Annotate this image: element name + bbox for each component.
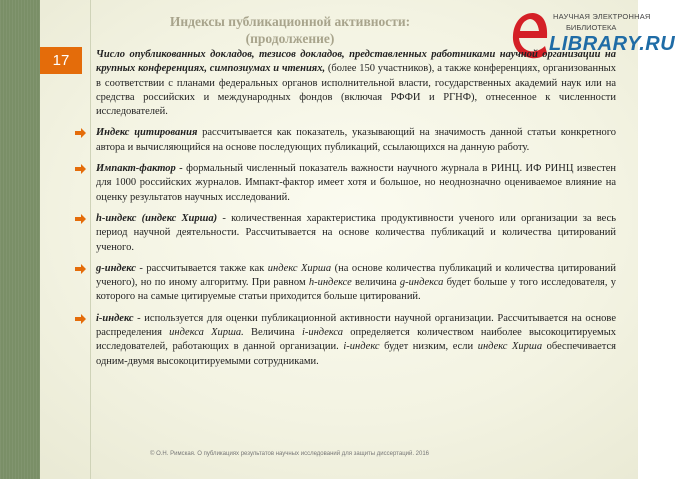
para-text: величина — [351, 277, 400, 289]
para-text: (более 150 участников), а также конференциях, организованных в соответствии с планами федеральных органов исполнительной власти, государственных академий наук или на средства российских и международных фондов (включая РФФИ и РГНФ), отнесенное к численности исследователей. — [96, 63, 616, 118]
arrow-bullet-icon — [75, 264, 86, 274]
logo-line-2: БИБЛИОТЕКА — [566, 23, 617, 32]
arrow-bullet-icon — [75, 314, 86, 324]
para-text: Величина — [243, 327, 302, 339]
para-term: h-индекс (индекс Хирша) — [96, 212, 218, 224]
para-term: i-индекс — [96, 312, 134, 324]
para-text: будет низким, если — [379, 341, 478, 353]
logo-main-text: LIBRARY.RU — [549, 33, 675, 55]
left-stripe — [0, 0, 40, 479]
para-italic: индекс Хирша — [477, 341, 543, 353]
paragraph-conferences — [96, 48, 616, 119]
paragraph-impact-factor — [96, 162, 616, 205]
para-italic: g-индекса — [399, 277, 444, 289]
slide-title — [140, 13, 440, 47]
title-line-1: Индексы публикационной активности: — [169, 14, 411, 29]
para-italic: i-индекса — [301, 327, 344, 339]
para-text: - рассчитывается также как — [135, 262, 268, 274]
para-text: будет больше у того исследователя, у которого на самые цитируемые статьи приходится больше цитирований. — [96, 277, 616, 303]
page-number: 17 — [40, 47, 82, 74]
arrow-bullet-icon — [75, 164, 86, 174]
para-text: - используется для оценки публикационной активности научной организации. Рассчитывается на основе распределения — [96, 312, 616, 339]
para-italic: h-индексе — [308, 277, 352, 289]
divider-line — [90, 0, 91, 479]
footer-copyright: © О.Н. Римская. О публикациях результатов научных исследований для защиты диссертаций. 2016 — [150, 451, 430, 457]
para-term: Индекс цитирования — [96, 127, 198, 139]
para-text: - количественная характеристика продуктивности ученого или организации за весь период научной деятельности. Рассчитывается на основе количества публикаций и количества цитирований ученого. — [96, 212, 616, 253]
para-text: определяется количеством наиболее высокоцитируемых исследователей, работающих в данной организации. — [96, 327, 616, 353]
paragraph-h-index — [96, 212, 616, 255]
para-term: g-индекс — [96, 262, 136, 274]
para-text: обеспечивается одним-двумя высокоцитируемыми сотрудниками. — [96, 341, 616, 367]
para-italic: индекс Хирша — [267, 262, 332, 274]
para-italic: индекса Хирша. — [169, 327, 244, 339]
paragraph-citation-index — [96, 126, 616, 155]
para-text: (на основе количества публикаций и количества цитирований ученого), но по иному алгоритму. При равном — [96, 262, 616, 289]
logo-line-1: НАУЧНАЯ ЭЛЕКТРОННАЯ — [553, 12, 651, 21]
para-text: рассчитывается как показатель, указывающий на значимость данной статьи конкретного автора и вычисляющийся на основе последующих публикаций, ссылающихся на данную работу. — [96, 127, 616, 153]
para-italic: i-индекс — [343, 341, 380, 353]
arrow-bullet-icon — [75, 128, 86, 138]
para-term: Число опубликованных докладов, тезисов докладов, представленных работниками научной организации на крупных конференциях, симпозиумах и чтениях, — [96, 49, 616, 75]
title-line-2: (продолжение) — [245, 31, 335, 46]
paragraph-g-index — [96, 262, 616, 305]
slide-content — [96, 48, 616, 376]
paragraph-i-index — [96, 312, 616, 369]
para-text: формальный численный показатель важности научного журнала в РИНЦ. ИФ РИНЦ известен для 1000 российских журналов. Импакт-фактор имеет хотя и большое, но неоднозначно оцениваемое влияние на оценку результатов научных исследований. — [96, 163, 616, 203]
arrow-bullet-icon — [75, 214, 86, 224]
para-term: Импакт-фактор - — [96, 163, 183, 175]
